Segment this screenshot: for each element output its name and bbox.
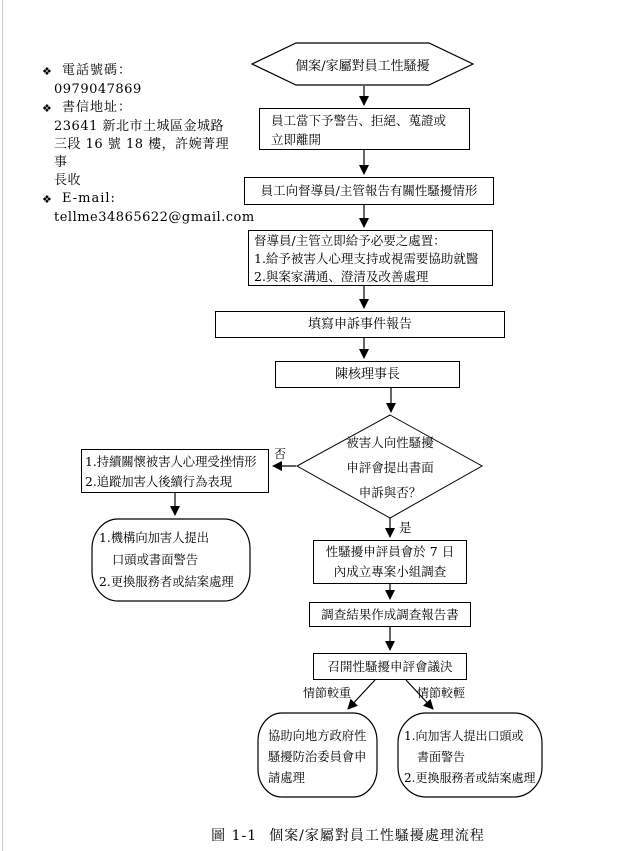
no-branch-box (81, 449, 269, 493)
step2-text: 員工向督導員/主管報告有關性騷擾情形 (260, 183, 478, 198)
step5-text: 陳核理事長 (334, 366, 400, 382)
step8-text: 召開性騷擾申評會議決 (327, 658, 453, 674)
minor-branch-label: 情節較輕 (417, 686, 466, 700)
no-terminal-line3: 2.更換服務者或結案處理 (99, 575, 234, 589)
step4-text: 填寫申訴事件報告 (307, 316, 412, 332)
start-text: 個案/家屬對員工性騷擾 (295, 58, 430, 74)
step7-box (309, 602, 471, 627)
step6-line1: 性騷擾申評員會於 7 日 (325, 544, 455, 559)
severe-terminal-line1: 協助向地方政府性 (268, 728, 367, 743)
address-line-1: 23641 新北市土城區金城路 (54, 119, 224, 134)
no-box-line1: 1.持續關懷被害人心理受挫情形 (85, 455, 257, 469)
step3-line3: 2.與案家溝通、澄清及改善處理 (254, 269, 429, 284)
step1-line1: 員工當下予警告、拒絕、蒐證或 (271, 113, 447, 128)
step5-box (275, 361, 460, 388)
minor-terminal-line2: 書面警告 (417, 749, 466, 764)
phone-value-row (42, 81, 242, 99)
minor-terminal-line3: 2.更換服務者或結案處理 (404, 770, 536, 785)
decision-label (312, 429, 468, 505)
severe-branch-label: 情節較重 (303, 686, 352, 700)
no-terminal-line1: 1.機構向加害人提出 (99, 531, 210, 545)
step7-text: 調查結果作成調查報告書 (321, 606, 459, 622)
diamond-bullet-icon: ❖ (42, 65, 52, 78)
phone-label: 電話號碼： (62, 63, 133, 78)
address-row-2 (42, 136, 242, 172)
step6-box (313, 540, 467, 584)
decision-line3: 申訴與否？ (358, 484, 422, 500)
phone-label-row (42, 62, 242, 81)
no-branch-label: 否 (274, 447, 287, 461)
address-line-2: 三段 16 號 18 樓，許婉菁理事 (54, 137, 230, 170)
email-value-row (42, 209, 255, 227)
step2-box (244, 177, 494, 205)
severe-terminal-line3: 請處理 (268, 770, 305, 785)
minor-terminal-label (404, 726, 538, 788)
mail-label-row (42, 99, 242, 118)
address-row-1 (42, 118, 242, 136)
no-box-line2: 2.追蹤加害人後續行為表現 (85, 475, 232, 489)
mail-address-label: 書信地址： (62, 100, 133, 115)
start-node-label (252, 43, 473, 85)
step4-box (215, 311, 505, 338)
minor-terminal-line1: 1.向加害人提出口頭或 (404, 728, 524, 743)
diamond-bullet-icon: ❖ (42, 102, 52, 115)
figure-caption (138, 825, 558, 845)
arrow-step8-severe (348, 680, 375, 709)
step1-box (259, 108, 470, 150)
email-label-row (42, 190, 242, 209)
decision-line2: 申評會提出書面 (346, 459, 434, 475)
step6-line2: 內成立專案小組調查 (333, 564, 447, 579)
address-row-3 (42, 172, 242, 190)
phone-number: 0979047869 (54, 82, 142, 97)
contact-info-block (42, 62, 255, 227)
figure-number: 圖 1-1 (211, 828, 258, 844)
figure-title: 個案/家屬對員工性騷擾處理流程 (269, 828, 485, 844)
step3-line2: 1.給予被害人心理支持或視需要協助就醫 (254, 251, 479, 266)
email-address: tellme34865622@gmail.com (54, 210, 255, 225)
no-terminal-line2: 口頭或書面警告 (112, 553, 199, 567)
step3-box (248, 230, 493, 286)
email-label: E-mail: (62, 191, 116, 206)
no-terminal-label (99, 527, 247, 593)
decision-line1: 被害人向性騷擾 (346, 434, 434, 450)
address-line-3: 長收 (54, 173, 82, 188)
severe-terminal-label (268, 726, 372, 788)
yes-branch-label: 是 (399, 520, 412, 535)
step3-line1: 督導員/主管立即給予必要之處置： (254, 233, 446, 248)
step8-box (313, 653, 467, 680)
step1-line2: 立即離開 (271, 132, 322, 147)
severe-terminal-line2: 騷擾防治委員會申 (268, 749, 367, 764)
diamond-bullet-icon: ❖ (42, 193, 52, 206)
